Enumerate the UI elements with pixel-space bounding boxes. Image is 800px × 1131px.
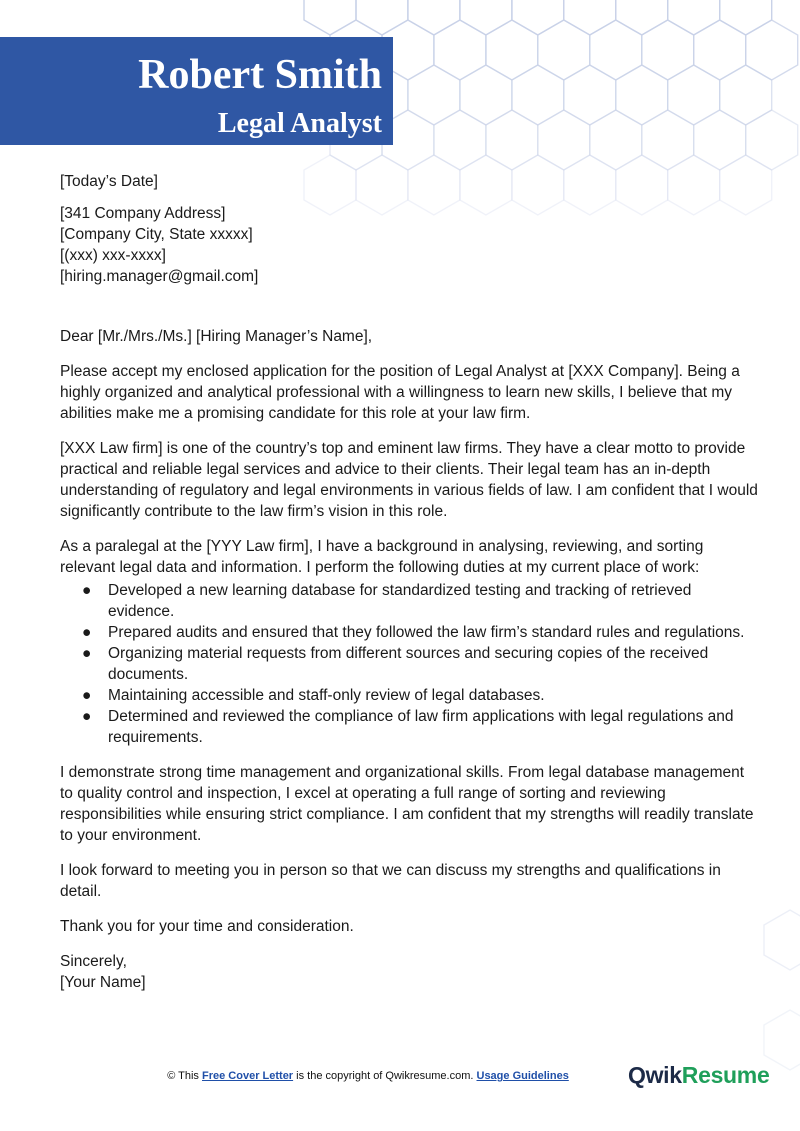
hexagon-shape [434, 20, 486, 80]
hexagon-shape [720, 65, 772, 125]
hexagon-shape [564, 0, 616, 35]
list-item [60, 622, 760, 643]
hexagon-shape [642, 110, 694, 170]
hexagon-shape [408, 65, 460, 125]
recipient-address [60, 203, 760, 287]
address-line: [Company City, State xxxxx] [60, 226, 253, 243]
signoff: Sincerely, [60, 953, 127, 970]
list-item [60, 580, 760, 622]
duties-list [60, 580, 760, 748]
hexagon-shape [460, 0, 512, 35]
qwikresume-logo [628, 1062, 769, 1089]
logo-part-qwik: Qwik [628, 1062, 682, 1088]
bullet-icon: ● [82, 687, 92, 704]
letter-body [60, 171, 760, 993]
hexagon-shape [764, 910, 800, 970]
paragraph: [XXX Law firm] is one of the country’s top and eminent law firms. They have a clear motto to provide practical and reliable legal services and advice to their clients. Their legal team has an in-depth understanding of regulatory and legal environments in various fields of law. I am confident that I would significantly contribute to the law firm’s vision in this role. [60, 440, 758, 520]
hexagon-shape [538, 110, 590, 170]
hexagon-shape [616, 65, 668, 125]
address-line: [341 Company Address] [60, 205, 226, 222]
hexagon-shape [564, 65, 616, 125]
usage-guidelines-link[interactable]: Usage Guidelines [476, 1070, 569, 1082]
bullet-icon: ● [82, 624, 92, 641]
hexagon-shape [668, 0, 720, 35]
hexagon-shape [694, 110, 746, 170]
paragraph: As a paralegal at the [YYY Law firm], I have a background in analysing, reviewing, and sorting relevant legal data and information. I perform the following duties at my current place of work: [60, 538, 704, 576]
hexagon-shape [590, 20, 642, 80]
paragraph: Please accept my enclosed application for the position of Legal Analyst at [XXX Company]. Being a highly organized and analytical professional with a willingness to learn new skills, I believe that my abilities make me a promising candidate for this role at your law firm. [60, 363, 740, 422]
signature: [Your Name] [60, 974, 146, 991]
letter-date: [Today’s Date] [60, 173, 158, 190]
bullet-icon: ● [82, 708, 92, 725]
hexagon-shape [512, 65, 564, 125]
copyright-footer [0, 1070, 736, 1082]
hexagon-shape [486, 20, 538, 80]
list-item-text: Developed a new learning database for standardized testing and tracking of retrieved evidence. [108, 582, 692, 620]
candidate-name: Robert Smith [138, 52, 382, 98]
hexagon-shape [460, 65, 512, 125]
bullet-icon: ● [82, 645, 92, 662]
paragraph: I look forward to meeting you in person so that we can discuss my strengths and qualifications in detail. [60, 862, 721, 900]
footer-middle: is the copyright of Qwikresume.com. [293, 1070, 477, 1082]
candidate-title: Legal Analyst [217, 108, 382, 139]
header-band [0, 37, 393, 145]
hexagon-shape [434, 110, 486, 170]
hexagon-shape [746, 110, 798, 170]
paragraph: Thank you for your time and consideration. [60, 918, 354, 935]
bullet-icon: ● [82, 582, 92, 599]
list-item-text: Determined and reviewed the compliance of law firm applications with legal regulations and requirements. [108, 708, 734, 746]
hexagon-shape [720, 0, 772, 35]
list-item-text: Prepared audits and ensured that they followed the law firm’s standard rules and regulations. [108, 624, 745, 641]
hexagon-shape [764, 1010, 800, 1070]
hexagon-shape [304, 0, 356, 35]
footer-prefix: © This [167, 1070, 202, 1082]
logo-part-resume: Resume [681, 1062, 770, 1088]
hexagon-shape [642, 20, 694, 80]
hexagon-shape [512, 0, 564, 35]
address-line: [(xxx) xxx-xxxx] [60, 247, 166, 264]
hexagon-shape [590, 110, 642, 170]
list-item [60, 706, 760, 748]
list-item-text: Maintaining accessible and staff-only review of legal databases. [108, 687, 545, 704]
hexagon-shape [746, 20, 798, 80]
hexagon-shape [356, 0, 408, 35]
list-item [60, 685, 760, 706]
hexagon-shape [694, 20, 746, 80]
list-item-text: Organizing material requests from different sources and securing copies of the received documents. [108, 645, 709, 683]
free-cover-letter-link[interactable]: Free Cover Letter [202, 1070, 294, 1082]
salutation: Dear [Mr./Mrs./Ms.] [Hiring Manager’s Name], [60, 328, 373, 345]
hexagon-shape [668, 65, 720, 125]
hexagon-shape [538, 20, 590, 80]
list-item [60, 643, 760, 685]
hexagon-shape [616, 0, 668, 35]
hexagon-shape [486, 110, 538, 170]
hexagon-shape [408, 0, 460, 35]
address-line: [hiring.manager@gmail.com] [60, 268, 259, 285]
paragraph: I demonstrate strong time management and organizational skills. From legal database management to quality control and inspection, I excel at operating a full range of sorting and reviewing responsibilities while ensuring strict compliance. I am confident that my strengths will readily translate to your environment. [60, 764, 754, 844]
